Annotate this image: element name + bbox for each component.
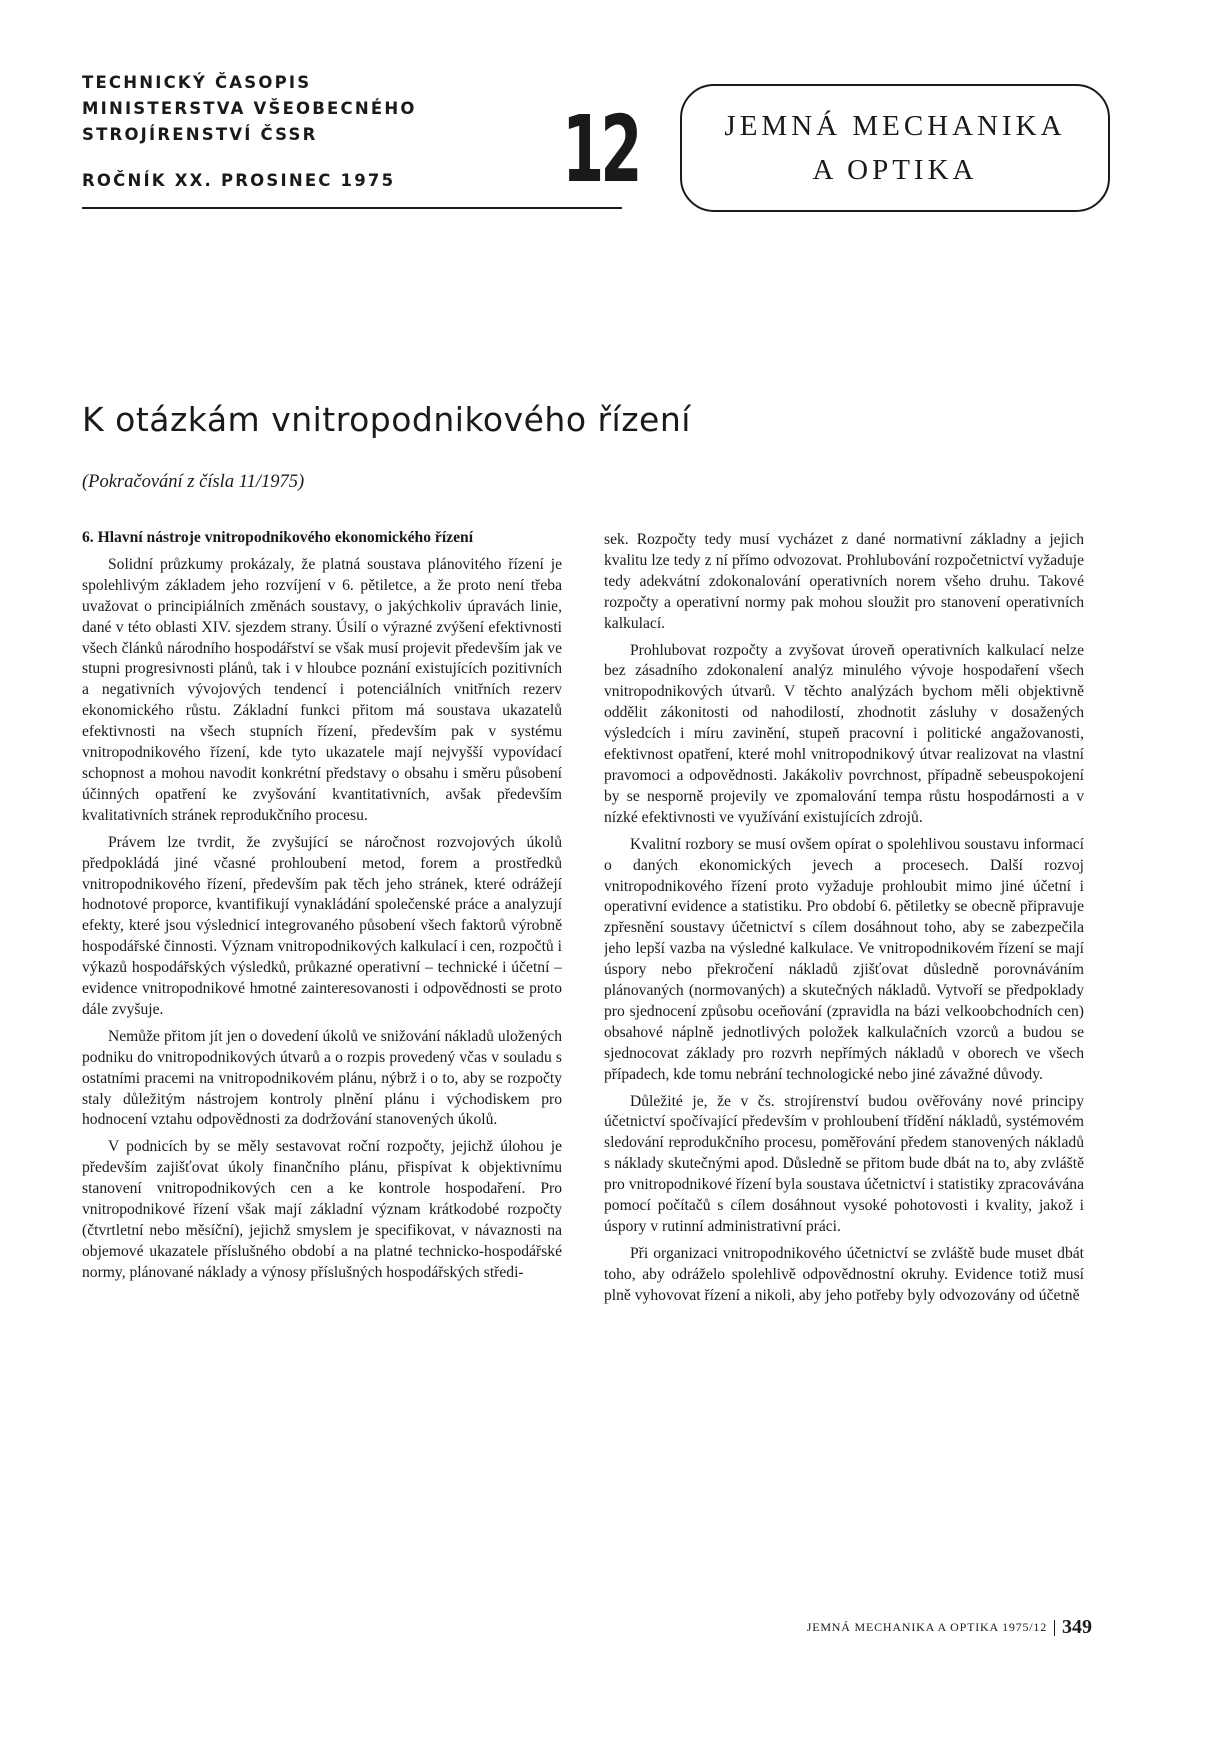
paragraph: Prohlubovat rozpočty a zvyšovat úroveň operativních kalkulací nelze bez zásadního zdokonalení analýz minulého vývoje hospodaření všech vnitropodnikových útvarů. V těchto analýzách bychom měli objektivně oddělit zákonitosti od nahodilostí, zhodnotit zásluhy v dosažených výsledcích i míru zavinění, stupeň pracovní i politické angažovanosti, efektivnost opatření, které mohl vnitropodnikový útvar realizovat na vlastní pravomoci a odpovědnosti. Jakákoliv povrchnost, případně sebeuspokojení by se nesporně projevily ve zpomalování tempa růstu hospodárnosti a v nízké efektivnosti ve využívání existujících zdrojů. <box>604 641 1084 826</box>
paragraph: Právem lze tvrdit, že zvyšující se náročnost rozvojových úkolů předpokládá jiné včasné prohloubení metod, forem a prostředků vnitropodnikového řízení, především pak těch jeho stránek, které odrážejí hodnotové proporce, kvantifikují vynakládání společenské práce a analyzují efekty, které jsou výslednicí integrovaného působení všech faktorů výrobně hospodářské činnosti. Význam vnitropodnikových kalkulací i cen, rozpočtů i výkazů hospodářských výsledků, průkazné operativní – technické i účetní – evidence vnitropodnikové hmotné zainteresovanosti i odpovědnosti se proto dále zvyšuje. <box>82 833 562 1018</box>
footer-journal: JEMNÁ MECHANIKA A OPTIKA 1975/12 <box>806 1620 1047 1634</box>
journal-title-line-1: JEMNÁ MECHANIKA <box>724 110 1066 142</box>
masthead-line-1: TECHNICKÝ ČASOPIS <box>82 73 312 92</box>
paragraph: sek. Rozpočty tedy musí vycházet z dané normativní základny a jejich kvalitu lze tedy z ní přímo odvozovat. Prohlubování rozpočetnictví vyžaduje tedy adekvátní zdokonalování operativních norem všeho druhu. Takové rozpočty a operativní normy pak mohou sloužit pro stanovení operativních kalkulací. <box>604 531 1084 632</box>
section-heading: 6. Hlavní nástroje vnitropodnikového ekonomického řízení <box>82 529 474 546</box>
paragraph: Kvalitní rozbory se musí ovšem opírat o spolehlivou soustavu informací o daných ekonomických jevech a procesech. Další rozvoj vnitropodnikového řízení proto vyžaduje prohloubit mimo jiné účetní i operativní evidence a statistiku. Pro období 6. pětiletky se obecně připravuje zpřesnění soustavy účetnictví s cílem dosáhnout toho, aby se zabezpečila jeho lepší vazba na výsledné kalkulace. Ve vnitropodnikovém řízení se mají úspory nebo překročení nákladů zjišťovat důsledně porovnáváním plánovaných (normovaných) a skutečných nákladů. Vytvoří se předpoklady pro sjednocení způsobu oceňování (zpravidla na bázi velkoobchodních cen) obsahové náplně jednotlivých položek kalkulačních vzorců a budou se sjednocovat základy pro rozvrh nepřímých nákladů v oborech ve všech případech, kde tomu nebrání technologické nebo jiné závažné důvody. <box>604 835 1084 1083</box>
page-footer <box>770 1616 1092 1639</box>
right-column <box>604 530 1084 1680</box>
issue-number: 12 <box>562 96 639 203</box>
paragraph: Při organizaci vnitropodnikového účetnictví se zvláště bude muset dbát toho, aby odráželo spolehlivě odpovědnostní okruhy. Evidence totiž musí plně vyhovovat řízení a nikoli, aby jeho potřeby byly odvozovány od účetně <box>604 1244 1084 1304</box>
masthead-line-3: STROJÍRENSTVÍ ČSSR <box>82 125 318 144</box>
paragraph: Důležité je, že v čs. strojírenství budou ověřovány nové principy účetnictví spočívající především v prohloubení třídění nákladů, systémovém sledování reprodukčního procesu, poměřování předem stanovených nákladů s náklady skutečnými apod. Důsledně se přitom bude dbát na to, aby zvláště pro vnitropodnikové řízení byla soustava účetnictví i statistiky zpracovávána pomocí počítačů s cílem dosáhnout vysoké pohotovosti i kvality, jakož i úspory v rutinní administrativní práci. <box>604 1092 1084 1235</box>
continuation-note: (Pokračování z čísla 11/1975) <box>82 472 305 492</box>
paragraph: Nemůže přitom jít jen o dovedení úkolů ve snižování nákladů uložených podniku do vnitropodnikových útvarů a o rozpis provedený včas v souladu s ostatními pracemi na vnitropodnikovém plánu, nýbrž i o to, aby se rozpočty staly důležitým nástrojem kontroly plnění plánu i východiskem pro hodnocení vztahu odpovědnosti za dodržování stanovených úkolů. <box>82 1027 562 1129</box>
footer-separator <box>1054 1620 1055 1636</box>
masthead <box>82 70 622 194</box>
journal-title-box <box>680 84 1110 212</box>
paragraph: V podnicích by se měly sestavovat roční rozpočty, jejichž úlohou je především zajišťovat úkoly finančního plánu, přispívat k objektivnímu stanovení vnitropodnikových cen a ke kontrole hospodaření. Pro vnitropodnikové řízení však mají základní význam krátkodobé rozpočty (čtvrtletní nebo měsíční), jejichž smyslem je specifikovat, v návaznosti na objemové ukazatele příslušného období a na platné technicko-hospodářské normy, plánované náklady a výnosy příslušných hospodářských středi- <box>82 1138 562 1281</box>
masthead-line-2: MINISTERSTVA VŠEOBECNÉHO <box>82 99 417 118</box>
issue-line: ROČNÍK XX. PROSINEC 1975 <box>82 171 396 190</box>
paragraph: Solidní průzkumy prokázaly, že platná soustava plánovitého řízení je spolehlivým základem jeho rozvíjení v 6. pětiletce, a že proto není třeba uvažovat o principiálních změnách soustavy, o jakýchkoliv úpravách linie, dané v této oblasti XIV. sjezdem strany. Úsilí o výrazné zvýšení efektivnosti všech článků národního hospodářství se však musí projevit především jak ve stupni progresivnosti plánů, tak i v hloubce poznání existujících pozitivních a negativních vývojových tendencí i potenciálních vnitřních rezerv ekonomického růstu. Základní funkci přitom má soustava ukazatelů efektivnosti na všech stupních řízení, především pak v systému vnitropodnikového řízení, kde tyto ukazatele mají nejvyšší vypovídací schopnost a mohou navodit konkrétní představy o obsahu i směru působení účinných opatření ke zvyšování kvantitativních, avšak především kvalitativních stránek reprodukčního procesu. <box>82 555 562 824</box>
masthead-rule <box>82 207 622 209</box>
journal-title-line-2: A OPTIKA <box>812 154 978 186</box>
left-column <box>82 528 562 1678</box>
article-title: K otázkám vnitropodnikového řízení <box>82 400 691 439</box>
page-number: 349 <box>1062 1616 1092 1638</box>
